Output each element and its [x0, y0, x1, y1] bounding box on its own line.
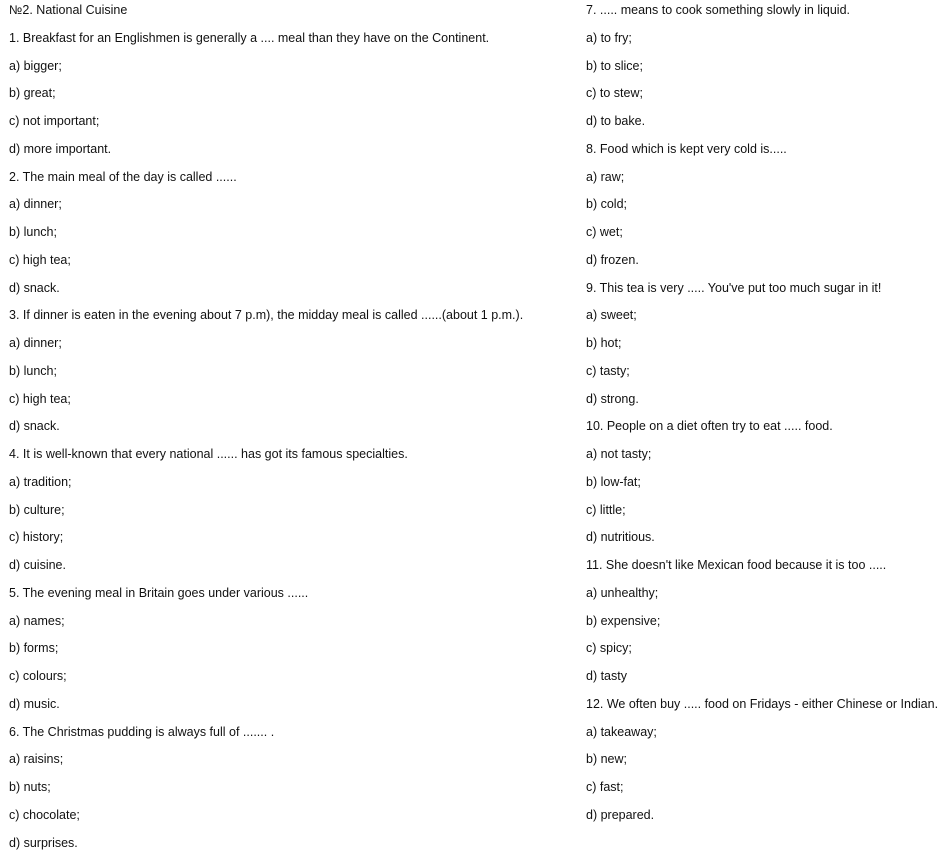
text-line: 4. It is well-known that every national ...... has got its famous specialties.: [9, 444, 569, 472]
text-line: 1. Breakfast for an Englishmen is generally a .... meal than they have on the Continent.: [9, 28, 569, 56]
text-line: b) culture;: [9, 500, 569, 528]
text-line: c) to stew;: [586, 83, 943, 111]
text-line: d) snack.: [9, 278, 569, 306]
text-line: 6. The Christmas pudding is always full of ....... .: [9, 722, 569, 750]
text-line: d) more important.: [9, 139, 569, 167]
text-line: a) raisins;: [9, 749, 569, 777]
text-line: b) expensive;: [586, 611, 943, 639]
text-line: d) frozen.: [586, 250, 943, 278]
text-line: a) dinner;: [9, 194, 569, 222]
text-line: d) cuisine.: [9, 555, 569, 583]
text-line: a) takeaway;: [586, 722, 943, 750]
text-line: a) bigger;: [9, 56, 569, 84]
page-title: №2. National Cuisine: [9, 0, 569, 28]
text-line: 2. The main meal of the day is called ......: [9, 167, 569, 195]
text-line: c) fast;: [586, 777, 943, 805]
text-line: 12. We often buy ..... food on Fridays - either Chinese or Indian.: [586, 694, 943, 722]
text-line: b) forms;: [9, 638, 569, 666]
text-line: 7. ..... means to cook something slowly in liquid.: [586, 0, 943, 28]
text-line: c) little;: [586, 500, 943, 528]
text-line: a) names;: [9, 611, 569, 639]
text-line: b) nuts;: [9, 777, 569, 805]
text-line: d) snack.: [9, 416, 569, 444]
text-line: d) music.: [9, 694, 569, 722]
text-line: a) raw;: [586, 167, 943, 195]
text-line: c) history;: [9, 527, 569, 555]
text-line: b) new;: [586, 749, 943, 777]
text-line: b) low-fat;: [586, 472, 943, 500]
text-line: c) colours;: [9, 666, 569, 694]
left-column: [9, 0, 569, 860]
text-line: c) wet;: [586, 222, 943, 250]
text-line: b) hot;: [586, 333, 943, 361]
text-line: b) lunch;: [9, 222, 569, 250]
text-line: d) tasty: [586, 666, 943, 694]
text-line: d) to bake.: [586, 111, 943, 139]
right-column: [586, 0, 943, 833]
text-line: 11. She doesn't like Mexican food because it is too .....: [586, 555, 943, 583]
text-line: c) tasty;: [586, 361, 943, 389]
text-line: c) spicy;: [586, 638, 943, 666]
text-line: b) to slice;: [586, 56, 943, 84]
text-line: a) sweet;: [586, 305, 943, 333]
text-line: b) cold;: [586, 194, 943, 222]
text-line: a) to fry;: [586, 28, 943, 56]
text-line: b) great;: [9, 83, 569, 111]
text-line: c) high tea;: [9, 250, 569, 278]
text-line: b) lunch;: [9, 361, 569, 389]
text-line: 5. The evening meal in Britain goes under various ......: [9, 583, 569, 611]
text-line: 9. This tea is very ..... You've put too much sugar in it!: [586, 278, 943, 306]
text-line: a) unhealthy;: [586, 583, 943, 611]
text-line: a) not tasty;: [586, 444, 943, 472]
text-line: 3. If dinner is eaten in the evening about 7 p.m), the midday meal is called ......(about 1 p.m.).: [9, 305, 569, 333]
text-line: d) strong.: [586, 389, 943, 417]
text-line: c) not important;: [9, 111, 569, 139]
text-line: d) nutritious.: [586, 527, 943, 555]
text-line: d) surprises.: [9, 833, 569, 860]
text-line: a) dinner;: [9, 333, 569, 361]
text-line: a) tradition;: [9, 472, 569, 500]
text-line: c) chocolate;: [9, 805, 569, 833]
text-line: 8. Food which is kept very cold is.....: [586, 139, 943, 167]
text-line: d) prepared.: [586, 805, 943, 833]
text-line: 10. People on a diet often try to eat ..... food.: [586, 416, 943, 444]
text-line: c) high tea;: [9, 389, 569, 417]
